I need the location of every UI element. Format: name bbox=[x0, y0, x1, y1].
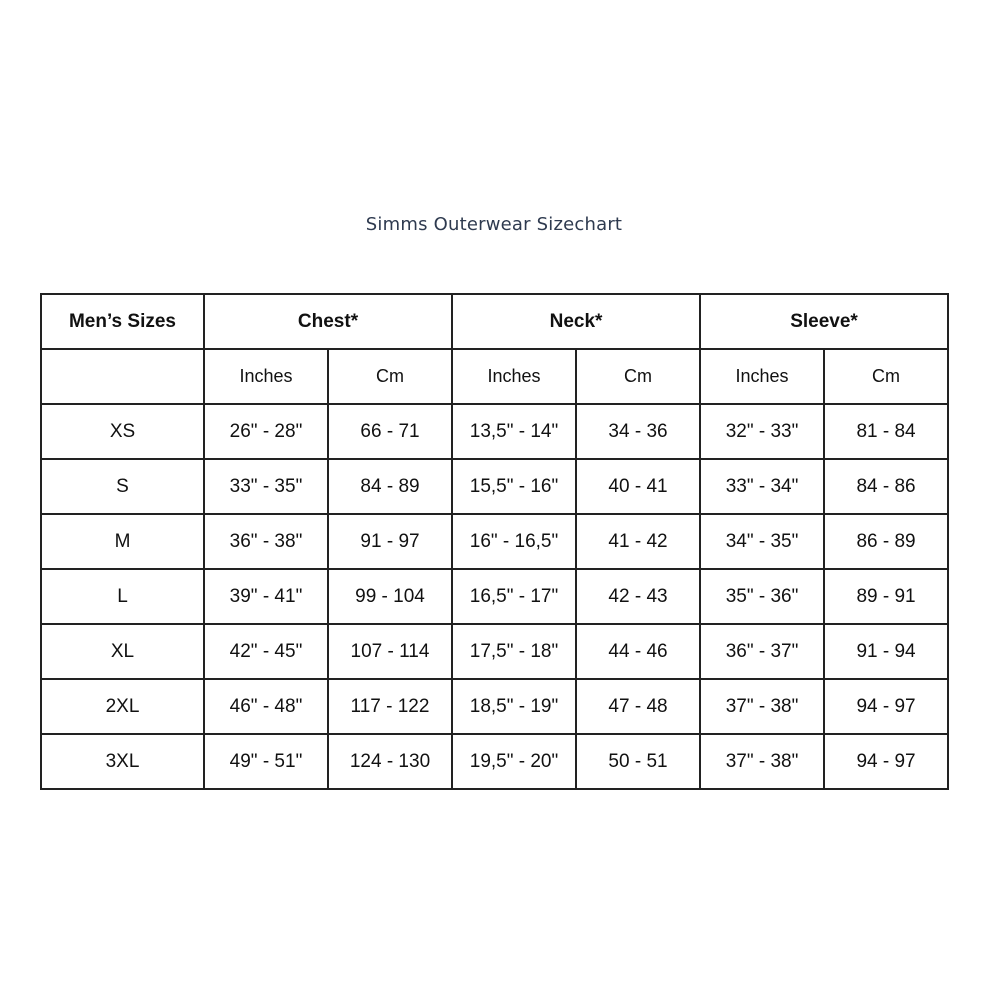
size-cell: 3XL bbox=[41, 734, 204, 789]
page-title: Simms Outerwear Sizechart bbox=[365, 214, 623, 235]
neck-inches-cell: 19,5" - 20" bbox=[452, 734, 576, 789]
neck-cm-cell: 41 - 42 bbox=[576, 514, 700, 569]
sleeve-cm-cell: 94 - 97 bbox=[824, 679, 948, 734]
sleeve-cm-cell: 94 - 97 bbox=[824, 734, 948, 789]
size-cell: S bbox=[41, 459, 204, 514]
neck-inches-cell: 16" - 16,5" bbox=[452, 514, 576, 569]
sleeve-inches-cell: 36" - 37" bbox=[700, 624, 824, 679]
chest-cm-cell: 84 - 89 bbox=[328, 459, 452, 514]
neck-cm-cell: 34 - 36 bbox=[576, 404, 700, 459]
chest-cm-cell: 66 - 71 bbox=[328, 404, 452, 459]
header-chest-inches: Inches bbox=[204, 349, 328, 404]
chest-inches-cell: 26" - 28" bbox=[204, 404, 328, 459]
sleeve-inches-cell: 37" - 38" bbox=[700, 734, 824, 789]
chest-cm-cell: 107 - 114 bbox=[328, 624, 452, 679]
sleeve-cm-cell: 86 - 89 bbox=[824, 514, 948, 569]
chest-inches-cell: 39" - 41" bbox=[204, 569, 328, 624]
neck-inches-cell: 17,5" - 18" bbox=[452, 624, 576, 679]
table-row bbox=[41, 459, 948, 514]
table-row bbox=[41, 404, 948, 459]
table-row bbox=[41, 514, 948, 569]
neck-inches-cell: 18,5" - 19" bbox=[452, 679, 576, 734]
sleeve-cm-cell: 84 - 86 bbox=[824, 459, 948, 514]
chest-inches-cell: 33" - 35" bbox=[204, 459, 328, 514]
chest-inches-cell: 42" - 45" bbox=[204, 624, 328, 679]
sleeve-inches-cell: 34" - 35" bbox=[700, 514, 824, 569]
chest-inches-cell: 46" - 48" bbox=[204, 679, 328, 734]
header-neck-inches: Inches bbox=[452, 349, 576, 404]
header-row-groups bbox=[41, 294, 948, 349]
header-sleeve-cm: Cm bbox=[824, 349, 948, 404]
header-empty-cell bbox=[41, 349, 204, 404]
table-row bbox=[41, 569, 948, 624]
sleeve-cm-cell: 81 - 84 bbox=[824, 404, 948, 459]
header-neck-cm: Cm bbox=[576, 349, 700, 404]
header-sleeve: Sleeve* bbox=[700, 294, 948, 349]
neck-cm-cell: 40 - 41 bbox=[576, 459, 700, 514]
chest-cm-cell: 91 - 97 bbox=[328, 514, 452, 569]
sleeve-inches-cell: 37" - 38" bbox=[700, 679, 824, 734]
table-row bbox=[41, 624, 948, 679]
neck-cm-cell: 50 - 51 bbox=[576, 734, 700, 789]
header-chest-cm: Cm bbox=[328, 349, 452, 404]
sleeve-inches-cell: 32" - 33" bbox=[700, 404, 824, 459]
neck-cm-cell: 47 - 48 bbox=[576, 679, 700, 734]
header-sleeve-inches: Inches bbox=[700, 349, 824, 404]
sleeve-inches-cell: 33" - 34" bbox=[700, 459, 824, 514]
header-sizes: Men’s Sizes bbox=[41, 294, 204, 349]
size-cell: XS bbox=[41, 404, 204, 459]
sleeve-cm-cell: 91 - 94 bbox=[824, 624, 948, 679]
chest-cm-cell: 117 - 122 bbox=[328, 679, 452, 734]
chest-inches-cell: 36" - 38" bbox=[204, 514, 328, 569]
table-row bbox=[41, 679, 948, 734]
neck-inches-cell: 13,5" - 14" bbox=[452, 404, 576, 459]
chest-cm-cell: 124 - 130 bbox=[328, 734, 452, 789]
neck-cm-cell: 44 - 46 bbox=[576, 624, 700, 679]
chest-cm-cell: 99 - 104 bbox=[328, 569, 452, 624]
table-row bbox=[41, 734, 948, 789]
header-row-units bbox=[41, 349, 948, 404]
size-cell: XL bbox=[41, 624, 204, 679]
header-chest: Chest* bbox=[204, 294, 452, 349]
neck-inches-cell: 15,5" - 16" bbox=[452, 459, 576, 514]
size-cell: L bbox=[41, 569, 204, 624]
sleeve-inches-cell: 35" - 36" bbox=[700, 569, 824, 624]
header-neck: Neck* bbox=[452, 294, 700, 349]
size-chart-table bbox=[40, 293, 949, 790]
neck-cm-cell: 42 - 43 bbox=[576, 569, 700, 624]
sleeve-cm-cell: 89 - 91 bbox=[824, 569, 948, 624]
neck-inches-cell: 16,5" - 17" bbox=[452, 569, 576, 624]
size-cell: 2XL bbox=[41, 679, 204, 734]
chest-inches-cell: 49" - 51" bbox=[204, 734, 328, 789]
size-cell: M bbox=[41, 514, 204, 569]
